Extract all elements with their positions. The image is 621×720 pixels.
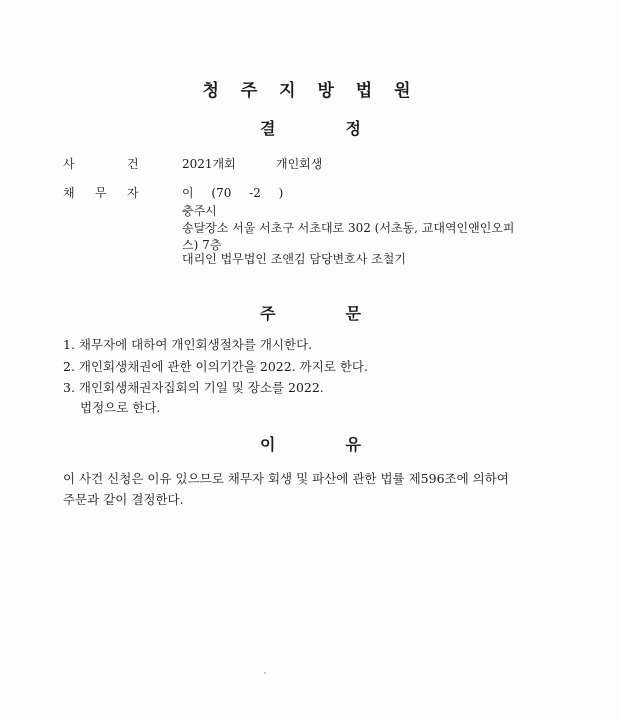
reason-heading-part2: 유 [345,435,361,454]
debtor-address: 충주시 [182,204,217,218]
debtor-label: 채 무 자 [63,186,139,200]
order-heading-part2: 문 [345,304,361,323]
order-item-3: 3. 개인회생채권자집회의 기일 및 장소를 2022. [63,380,324,395]
decision-heading-part2: 정 [345,119,361,138]
order-item-3-continued: 법정으로 한다. [80,400,161,415]
legal-agent: 대리인 법무법인 조앤김 담당변호사 조철기 [182,252,406,266]
case-number: 2021개회 [182,157,236,171]
reason-heading-part1: 이 [260,435,276,454]
order-heading-part1: 주 [260,304,276,323]
decision-heading [0,116,621,139]
debtor-name: 이 (70 -2 ) [182,186,284,200]
reason-line-1: 이 사건 신청은 이유 있으므로 채무자 회생 및 파산에 관한 법률 제596조에 의하여 [63,471,509,486]
order-item-1: 1. 채무자에 대하여 개인회생절차를 개시한다. [63,337,313,352]
decision-heading-part1: 결 [260,119,276,138]
service-address-line1: 송달장소 서울 서초구 서초대로 302 (서초동, 교대역인앤인오피 [182,221,515,235]
order-item-2: 2. 개인회생채권에 관한 이의기간을 2022. 까지로 한다. [63,359,368,374]
court-title: 청 주 지 방 법 원 [202,81,419,101]
reason-line-2: 주문과 같이 결정한다. [63,492,184,507]
service-address-line2: 스) 7층 [182,238,222,252]
order-heading [0,301,621,324]
reason-heading [0,432,621,455]
case-label: 사 건 [63,157,139,171]
case-type: 개인회생 [276,157,323,171]
scan-speck [264,672,266,674]
